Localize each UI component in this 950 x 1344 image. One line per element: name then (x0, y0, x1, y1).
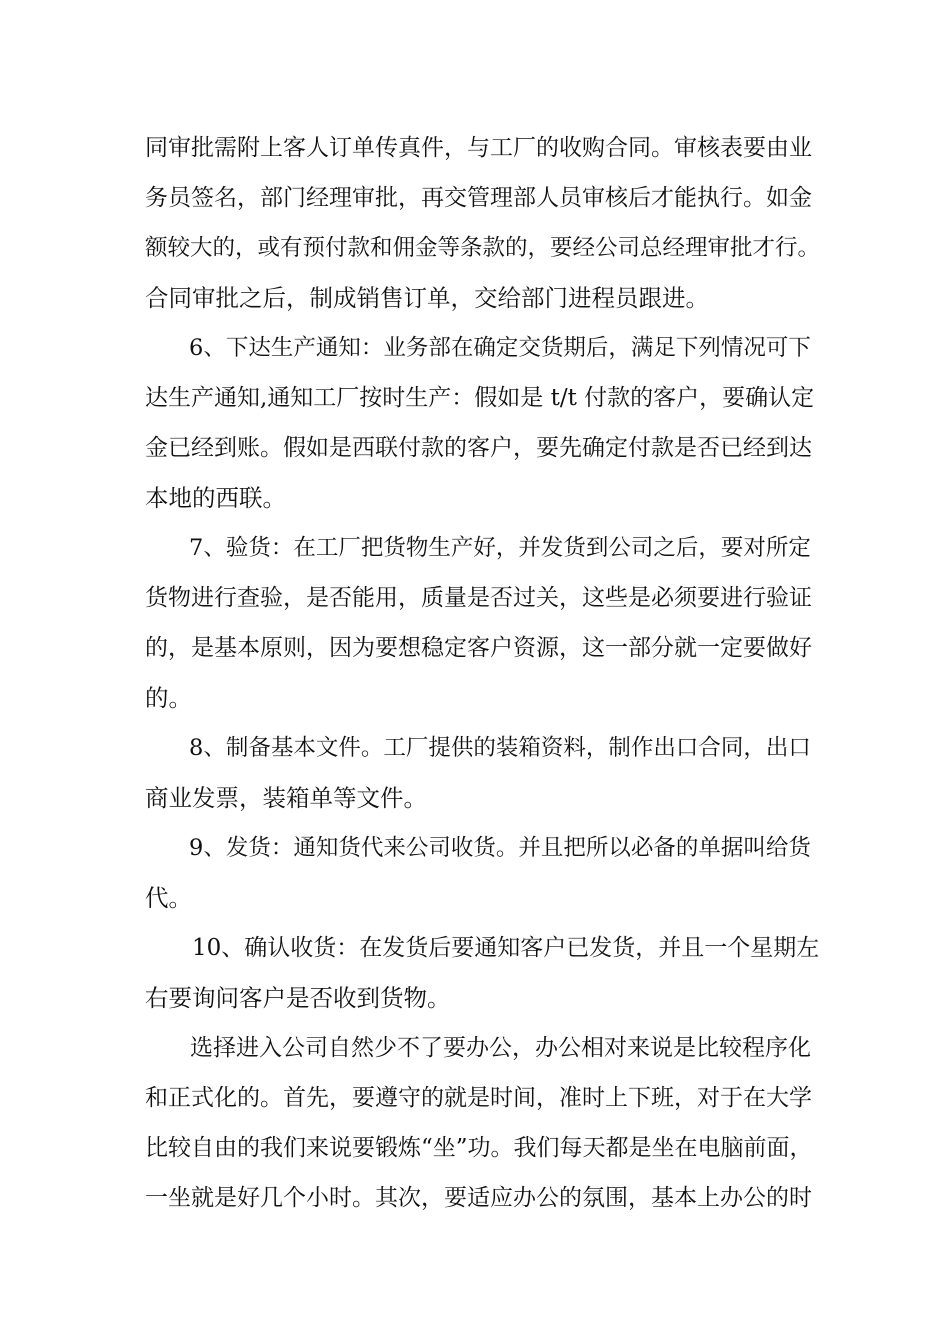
text-line: 务员签名，部门经理审批，再交管理部人员审核后才能执行。如金 (145, 185, 812, 211)
text-line: 选择进入公司自然少不了要办公，办公相对来说是比较程序化 (190, 1035, 811, 1061)
text-line: 本地的西联。 (145, 484, 286, 512)
text-line: 7、验货：在工厂把货物生产好，并发货到公司之后，要对所定 (189, 535, 811, 561)
text-line: 合同审批之后，制成销售订单，交给部门进程员跟进。 (145, 284, 709, 312)
text-line: 额较大的，或有预付款和佣金等条款的，要经公司总经理审批才行。 (145, 235, 821, 261)
text-line: 10、确认收货：在发货后要通知客户已发货，并且一个星期左 (192, 935, 820, 961)
text-line: 比较自由的我们来说要锻炼“坐”功。我们每天都是坐在电脑前面， (145, 1135, 813, 1161)
text-line: 代。 (145, 884, 192, 912)
text-line: 右要询问客户是否收到货物。 (145, 984, 451, 1012)
text-line: 的，是基本原则，因为要想稳定客户资源，这一部分就一定要做好 (145, 635, 812, 661)
text-line: 的。 (145, 684, 192, 712)
text-line: 和正式化的。首先，要遵守的就是时间，准时上下班，对于在大学 (145, 1085, 812, 1111)
text-line: 金已经到账。假如是西联付款的客户，要先确定付款是否已经到达 (145, 435, 812, 461)
text-line: 达生产通知,通知工厂按时生产：假如是 t/t 付款的客户，要确认定 (145, 385, 815, 411)
text-line: 货物进行查验，是否能用，质量是否过关，这些是必须要进行验证 (145, 585, 812, 611)
text-line: 6、下达生产通知：业务部在确定交货期后，满足下列情况可下 (189, 335, 811, 361)
text-line: 一坐就是好几个小时。其次，要适应办公的氛围，基本上办公的时 (145, 1185, 812, 1211)
text-line: 同审批需附上客人订单传真件，与工厂的收购合同。审核表要由业 (145, 135, 812, 161)
text-line: 9、发货：通知货代来公司收货。并且把所以必备的单据叫给货 (189, 835, 811, 861)
text-line: 商业发票，装箱单等文件。 (145, 784, 427, 812)
text-line: 8、制备基本文件。工厂提供的装箱资料，制作出口合同，出口 (189, 735, 811, 761)
